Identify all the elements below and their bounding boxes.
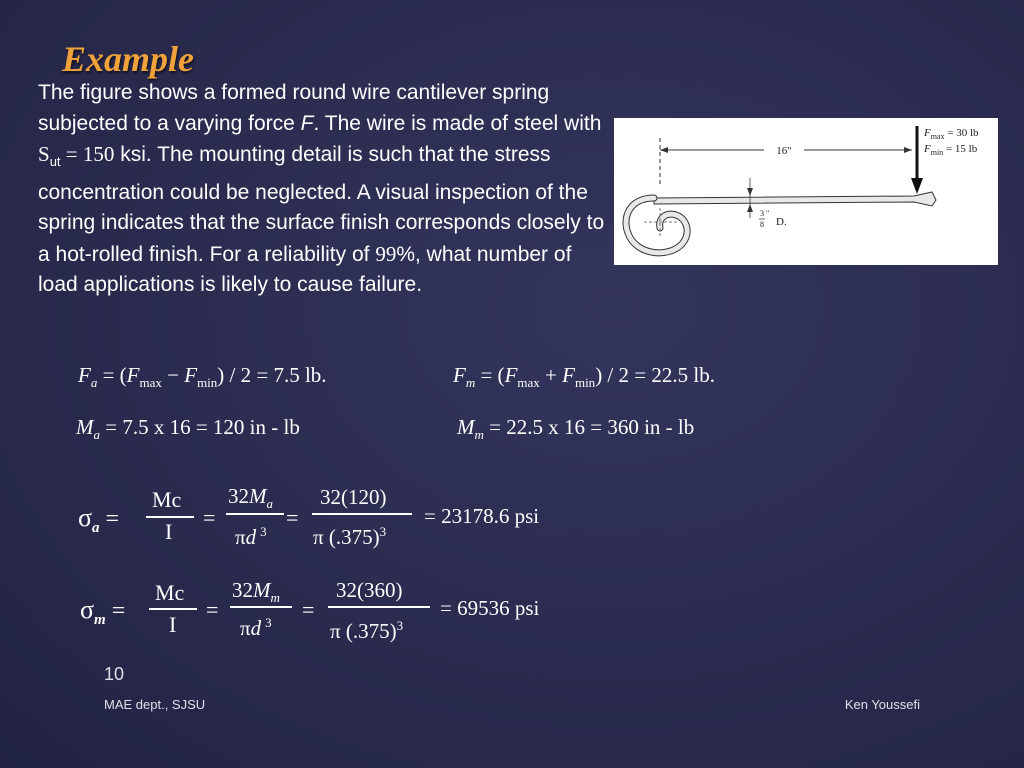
- sigma-m-den2: πd $^3$: [240, 615, 272, 640]
- sigma-m-result: = 69536 psi: [440, 596, 540, 620]
- sigma-m-num2: $32M_m$: [232, 578, 280, 606]
- sigma-m-den3: π $(.375)^3$: [330, 618, 404, 643]
- sigma-a-den3: π $(.375)^3$: [313, 524, 387, 549]
- diameter-denominator: 8: [760, 220, 764, 229]
- diameter-numerator: 3: [760, 209, 764, 218]
- diameter-label: D.: [776, 216, 787, 228]
- length-dimension: 16": [776, 145, 792, 157]
- diameter-unit: ": [766, 209, 770, 218]
- problem-statement: The figure shows a formed round wire cantilever spring subjected to a varying force F. The wire is made of steel with $S_{ut} = 150$ ksi. The mounting detail is such that the stress concentration could be neglected. A visual inspection of the spring indicates that the surface finish corresponds closely to a hot-rolled finish. For a reliability of 99%, what number of load applications is likely to cause failure.: [38, 81, 605, 297]
- sigma-a-num1: Mc: [152, 487, 182, 512]
- spring-diagram: [614, 118, 998, 265]
- equation-fa: $F_a = (F_{max} - F_{min}) / 2 = 7.5$ lb.: [78, 363, 327, 391]
- equation-ma: $M_a = 7.5$ x 16 = 120 in - lb: [76, 415, 300, 443]
- sigma-m-den1: I: [169, 612, 177, 637]
- fmin-label: $F_{min} = 15$ lb: [924, 143, 978, 157]
- sigma-a-den2: πd $^3$: [235, 524, 267, 549]
- equation-fm: $F_m = (F_{max} + F_{min}) / 2 = 22.5$ lb.: [453, 363, 715, 391]
- slide-title: Example: [62, 39, 194, 79]
- footer-left: MAE dept., SJSU: [104, 697, 206, 712]
- sigma-a-num3: 32(120): [320, 485, 387, 509]
- equation-mm: $M_m = 22.5$ x 16 = 360 in - lb: [457, 415, 695, 443]
- page-number: 10: [104, 664, 125, 684]
- sigma-m-num3: 32(360): [336, 578, 403, 602]
- sigma-a-den1: I: [165, 519, 173, 544]
- sigma-a-num2: $32M_a$: [228, 484, 273, 512]
- sigma-a-result: = 23178.6 psi: [424, 504, 540, 528]
- sigma-m-num1: Mc: [155, 580, 185, 605]
- spring-figure: [614, 118, 998, 265]
- fmax-label: $F_{max} = 30$ lb: [924, 127, 979, 141]
- footer-right: Ken Youssefi: [844, 697, 920, 712]
